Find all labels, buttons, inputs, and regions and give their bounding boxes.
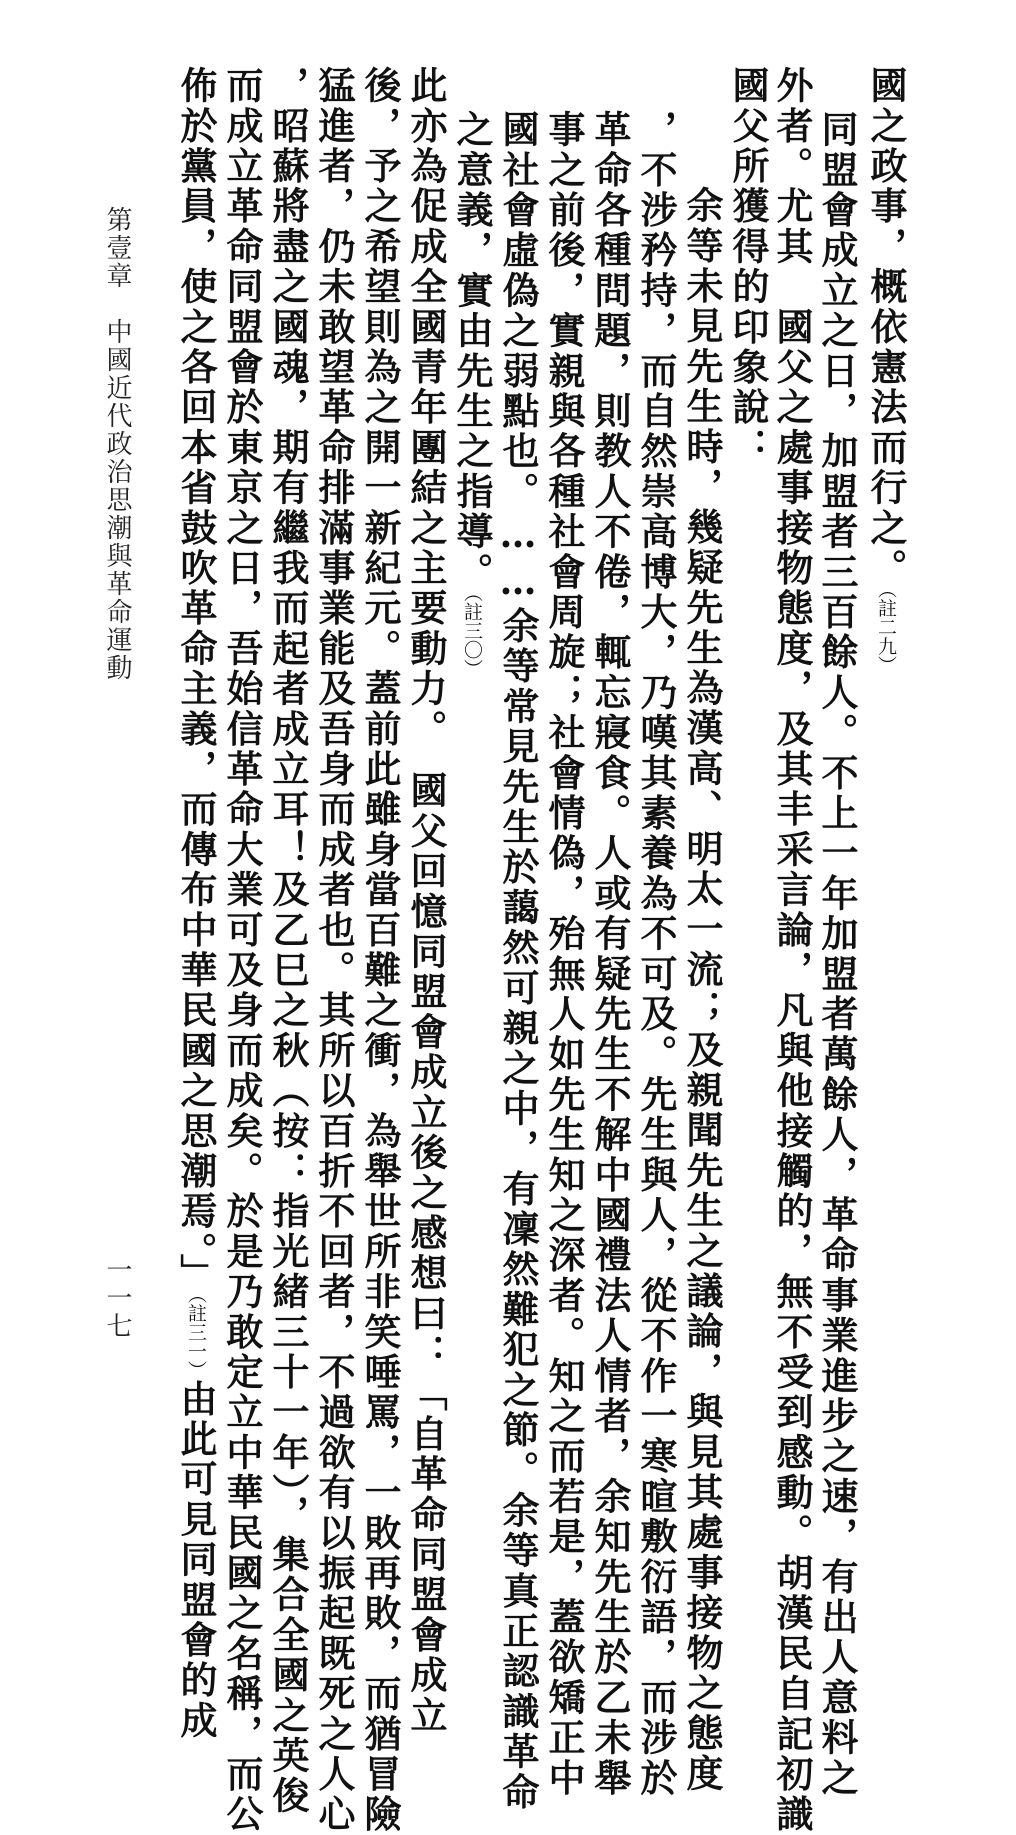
text-column: 國父所獲得的印象說： (726, 66, 770, 468)
text-column: 佈於黨員，使之各回本省鼓吹革命主義，而傳布中華民國之思潮焉。」（註三一）由此可見同盟會的成 (174, 66, 218, 1742)
text-column: 後，予之希望則為之開一新紀元。蓋前此雖身當百難之衝，為舉世所非笑唾罵，一敗再敗，而猶冒險 (358, 66, 402, 1835)
text-column: 國之政事，概依憲法而行之。（註二九） (864, 66, 908, 675)
text-column: ，昭蘇將盡之國魂，期有繼我而起者成立耳！及乙巳之秋（按：指光緒三十一年），集合全國之英俊 (266, 66, 310, 1817)
quote-column: 革命各種問題，則教人不倦，輒忘寢食。人或有疑先生不解中國禮法人情者，余知先生於乙未舉 (588, 110, 632, 1799)
text-column: 猛進者，仍未敢望革命排滿事業能及吾身而成者也。其所以百折不回者，不過欲有以振起既死之人心 (312, 66, 356, 1835)
chapter-running-title: 第壹章 中國近代政治思潮與革命運動 (102, 206, 132, 682)
quote-column: 之意義，實由先生之指導。（註三〇） (450, 110, 494, 678)
quote-column: 國社會虛偽之弱點也。……余等常見先生於藹然可親之中，有凜然難犯之節。余等真正認識革命 (496, 110, 540, 1813)
text-column: 外者。尤其 國父之處事接物態度，及其丰采言論，凡與他接觸的，無不受到感動。胡漢民自記初識 (770, 66, 814, 1835)
page-number: 一一七 (102, 1256, 132, 1340)
text-column: 而成立革命同盟會於東京之日，吾始信革命大業可及身而成矣。於是乃敢定立中華民國之名稱，而公 (220, 66, 264, 1835)
quote-column: 余等未見先生時，幾疑先生為漢高、明太一流；及親聞先生之議論，與見其處事接物之態度 (680, 186, 724, 1794)
text-column: 此亦為促成全國青年團結之主要動力。 國父回憶同盟會成立後之感想曰：「自革命同盟會成立 (404, 66, 448, 1736)
footnote-ref: （註三一） (185, 1293, 207, 1380)
footnote-ref: （註二九） (875, 588, 897, 675)
quote-column: 事之前後，實親與各種社會周旋；社會情偽，殆無人如先生知之深者。知之而若是，蓋欲矯正中 (542, 110, 586, 1799)
footnote-ref: （註三〇） (461, 592, 483, 678)
quote-column: ，不涉矜持，而自然崇高博大，乃嘆其素養為不可及。先生與人，從不作一寒暄敷衍語，而涉於 (634, 110, 678, 1799)
text-column: 同盟會成立之日，加盟者三百餘人。不上一年加盟者萬餘人，革命事業進步之速，有出人意料之 (815, 110, 859, 1799)
